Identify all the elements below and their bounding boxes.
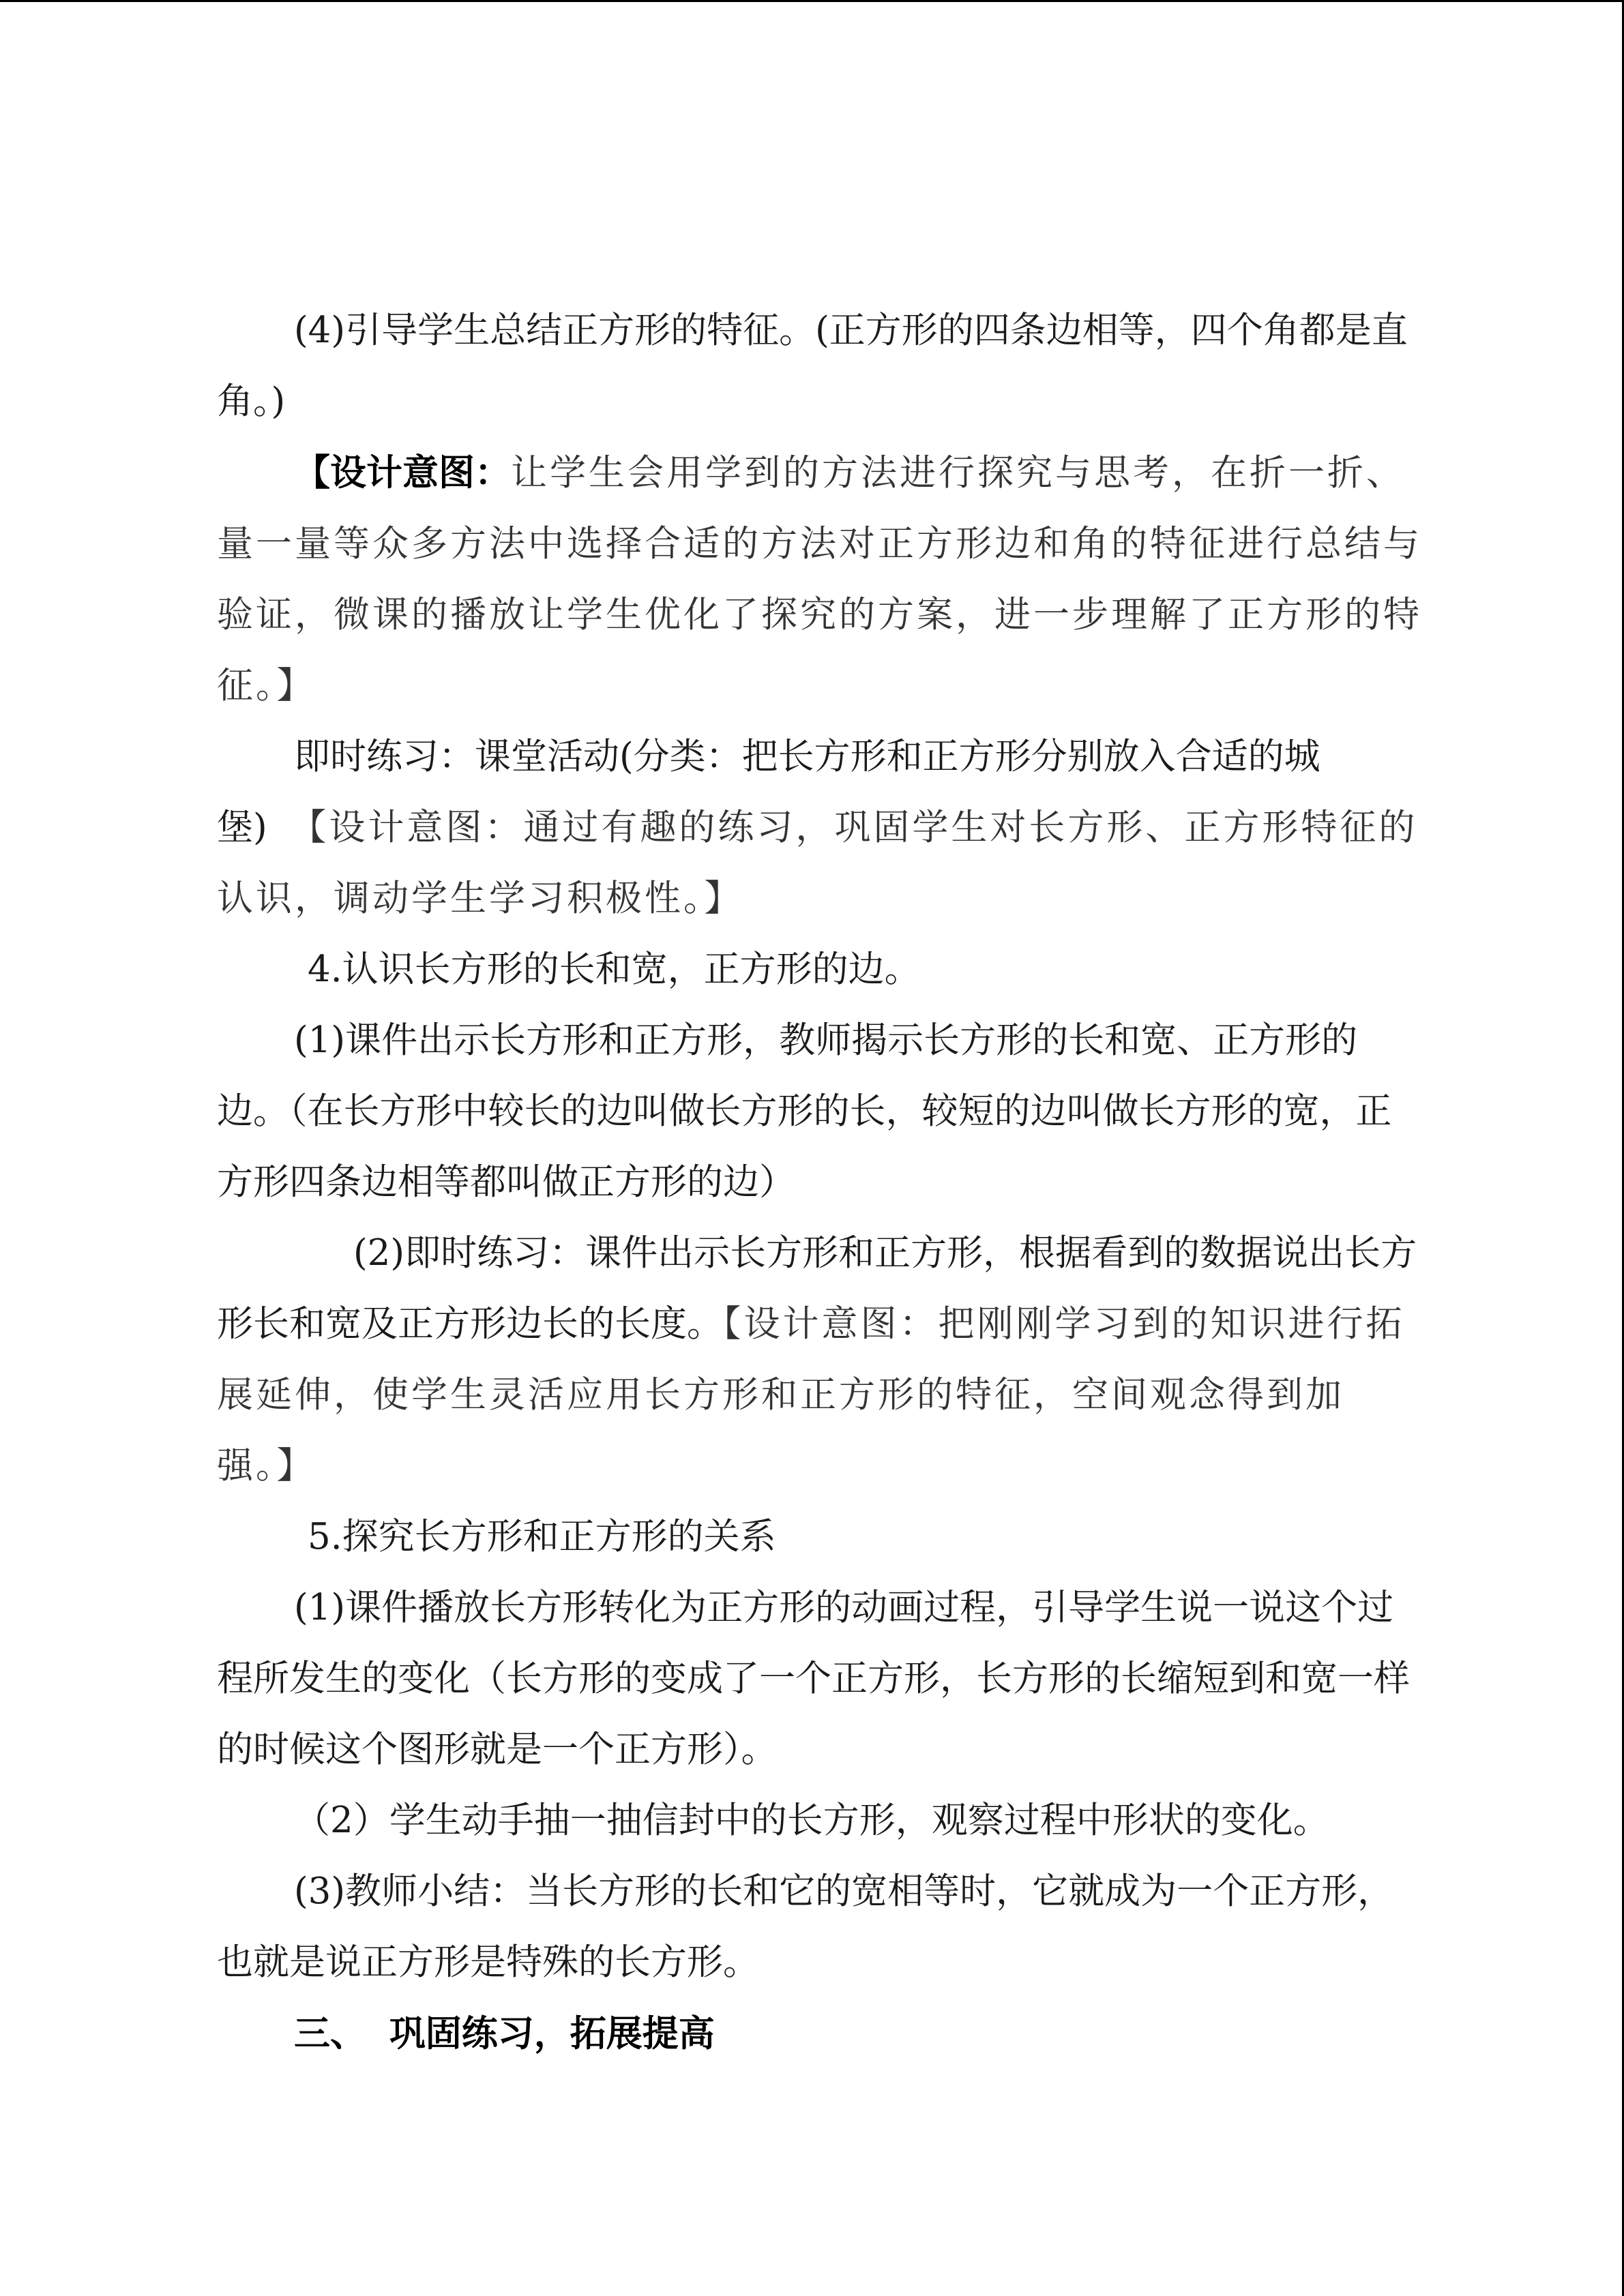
document-body	[217, 295, 1424, 2070]
section-heading-3	[217, 1998, 1424, 2070]
paragraph-animation	[217, 1572, 1424, 1785]
paragraph-text: (1)课件出示长方形和正方形，教师揭示长方形的长和宽、正方形的边。（在长方形中较长的边叫做长方形的长，较短的边叫做长方形的宽，正方形四条边相等都叫做正方形的边）	[217, 1019, 1392, 1203]
paragraph-text: (4)引导学生总结正方形的特征。(正方形的四条边相等，四个角都是直角。)	[217, 310, 1408, 422]
design-intent-text: 让学生会用学到的方法进行探究与思考，在折一折、量一量等众多方法中选择合适的方法对正方形边和角的特征进行总结与验证，微课的播放让学生优化了探究的方案，进一步理解了正方形的特征。】	[217, 452, 1422, 706]
paragraph-square-features	[217, 295, 1424, 437]
paragraph-text: (2)即时练习：课件出示长方形和正方形，根据看到的数据说出长方形长和宽及正方形边长的长度。	[217, 1232, 1417, 1345]
design-intent-text: 【设计意图：把刚刚学习到的知识进行拓展延伸，使学生灵活应用长方形和正方形的特征，空间观念得到加强。】	[217, 1303, 1405, 1487]
paragraph-envelope	[217, 1785, 1424, 1856]
paragraph-practice-data	[217, 1218, 1424, 1502]
paragraph-text: (3)教师小结：当长方形的长和它的宽相等时，它就成为一个正方形，也就是说正方形是特殊的长方形。	[217, 1870, 1394, 1983]
paragraph-summary	[217, 1856, 1424, 1998]
paragraph-length-width	[217, 1005, 1424, 1218]
design-intent-1	[217, 437, 1424, 721]
heading-text: 巩固练习，拓展提高	[389, 2012, 715, 2055]
design-intent-label: 【设计意图：	[294, 451, 511, 494]
paragraph-text: （2）学生动手抽一抽信封中的长方形，观察过程中形状的变化。	[294, 1800, 1329, 1841]
design-intent-text: 【设计意图：通过有趣的练习，巩固学生对长方形、正方形特征的认识，调动学生学习积极性。】	[217, 807, 1418, 919]
heading-text: 5.探究长方形和正方形的关系	[308, 1516, 776, 1557]
paragraph-text: (1)课件播放长方形转化为正方形的动画过程，引导学生说一说这个过程所发生的变化（长方形的变成了一个正方形，长方形的长缩短到和宽一样的时候这个图形就是一个正方形）。	[217, 1587, 1410, 1770]
heading-number: 三、	[294, 2012, 366, 2055]
paragraph-text: 即时练习：课堂活动(分类：把长方形和正方形分别放入合适的城堡)	[217, 736, 1320, 848]
section-heading-5	[217, 1502, 1424, 1572]
section-heading-4	[217, 934, 1424, 1005]
heading-text: 4.认识长方形的长和宽，正方形的边。	[308, 949, 921, 990]
paragraph-practice-classify	[217, 721, 1424, 934]
